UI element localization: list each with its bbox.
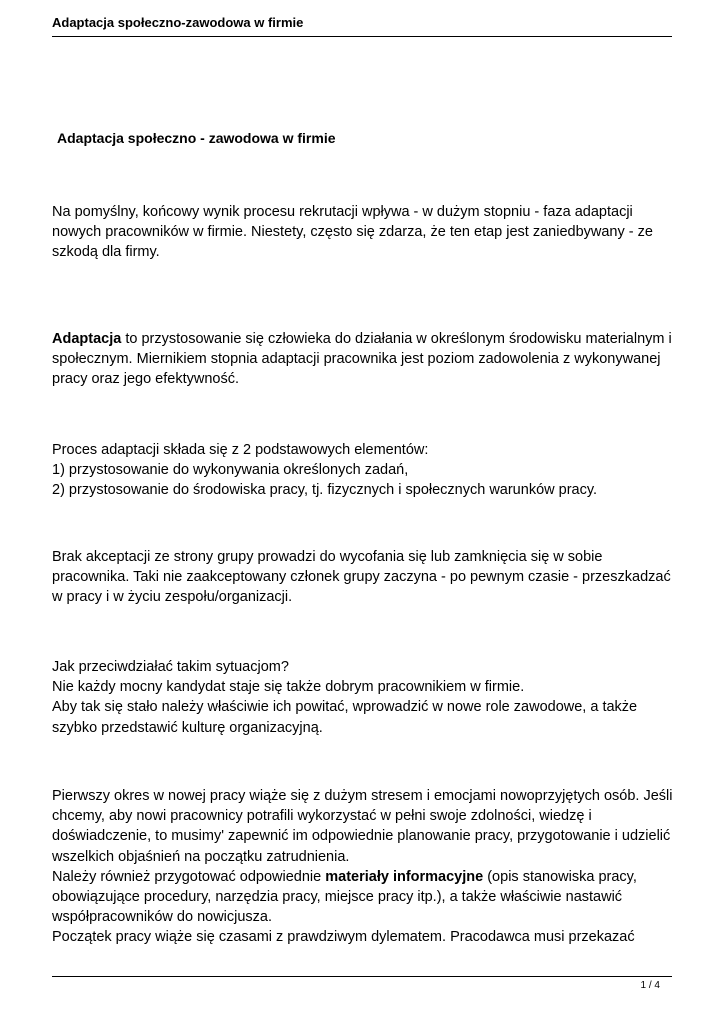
counteract-statement: Nie każdy mocny kandydat staje się także dobrym pracownikiem w firmie.: [52, 679, 525, 696]
process-element-2: 2) przystosowanie do środowiska pracy, tj. fizycznych i społecznych warunków pracy.: [52, 482, 598, 499]
page-number: 1 / 4: [640, 980, 660, 991]
paragraph-rejection: [52, 547, 682, 608]
rejection-text: Brak akceptacji ze strony grupy prowadzi do wycofania się lub zamknięcia się w sobie pracownika. Taki nie zaakceptowany członek grupy zaczyna - po pewnym czasie - przeszkadzać w pracy i w życiu zespołu/organizacji.: [52, 549, 671, 606]
materials-post: (opis stanowiska pracy, obowiązujące procedury, narzędzia pracy, miejsce pracy itp.), a także właściwie nastawić współpracowników do nowicjusza.: [52, 868, 637, 926]
paragraph-intro-text: Na pomyślny, końcowy wynik procesu rekrutacji wpływa - w dużym stopniu - faza adaptacji nowych pracowników w firmie. Niestety, często się zdarza, że ten etap jest zaniedbywany - ze szkodą dla firmy.: [52, 204, 653, 261]
paragraph-process: [52, 440, 682, 501]
process-element-1: 1) przystosowanie do wykonywania określonych zadań,: [52, 462, 409, 479]
paragraph-intro: [52, 202, 682, 263]
page-footer: [52, 976, 672, 991]
materials-pre: Należy również przygotować odpowiednie: [52, 868, 326, 885]
paragraph-first-period: [52, 786, 682, 948]
term-materialy-informacyjne: materiały informacyjne: [325, 868, 484, 885]
header-title: Adaptacja społeczno-zawodowa w firmie: [52, 15, 304, 30]
paragraph-definition: [52, 329, 682, 390]
counteract-question: Jak przeciwdziałać takim sytuacjom?: [52, 659, 289, 675]
document-title: Adaptacja społeczno - zawodowa w firmie: [57, 130, 336, 146]
paragraph-counteract: [52, 657, 682, 738]
term-adaptacja: Adaptacja: [52, 331, 122, 347]
dilemma-text: Początek pracy wiąże się czasami z prawdziwym dylematem. Pracodawca musi przekazać: [52, 929, 635, 946]
counteract-advice: Aby tak się stało należy właściwie ich powitać, wprowadzić w nowe role zawodowe, a także szybko przedstawić kulturę organizacyjną.: [52, 699, 638, 736]
process-intro: Proces adaptacji składa się z 2 podstawowych elementów:: [52, 442, 429, 458]
page-header: [52, 12, 672, 37]
first-period-text: Pierwszy okres w nowej pracy wiąże się z dużym stresem i emocjami nowoprzyjętych osób. Jeśli chcemy, aby nowi pracownicy potrafili wykorzystać w pełni swoje zdolności, wiedzę i doświadczenie, to musimy' zapewnić im odpowiednie planowanie pracy, przygotowanie i udzielić wszelkich objaśnień na początku zatrudnienia.: [52, 788, 673, 865]
definition-text: to przystosowanie się człowieka do działania w określonym środowisku materialnym i społecznym. Miernikiem stopnia adaptacji pracownika jest poziom zadowolenia z wykonywanej pracy oraz jego efektywność.: [52, 331, 672, 388]
